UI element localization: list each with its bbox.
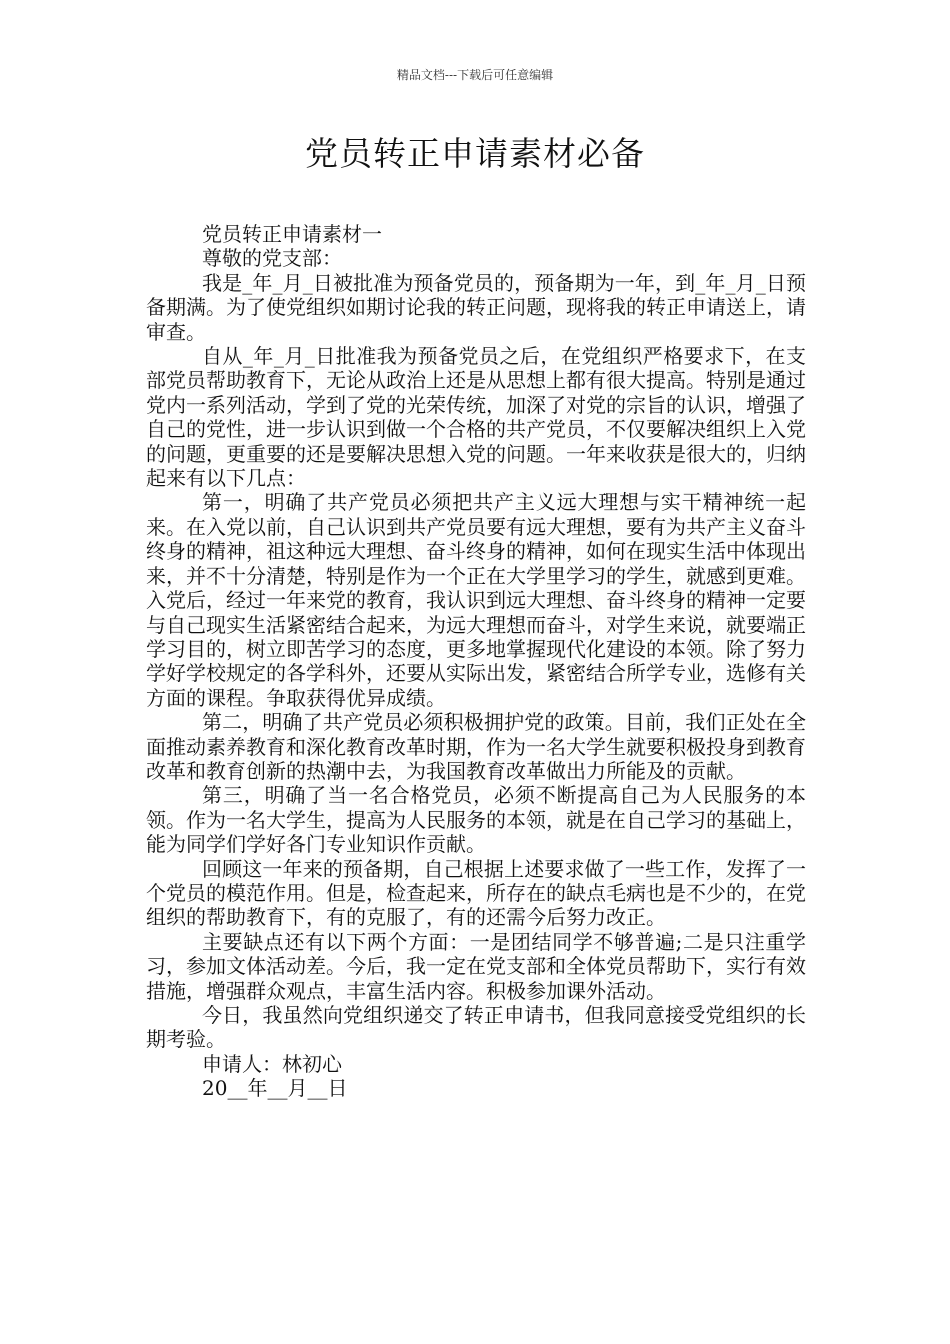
- paragraph-4: 第二，明确了共产党员必须积极拥护党的政策。目前，我们正处在全面推动素养教育和深化教育改革时期，作为一名大学生就要积极投身到教育改革和教育创新的热潮中去，为我国教育改革做出力所能及的贡献。: [146, 710, 806, 783]
- section-subtitle: 党员转正申请素材一: [202, 222, 382, 246]
- document-body: [146, 222, 806, 1101]
- paragraph-3: 第一，明确了共产党员必须把共产主义远大理想与实干精神统一起来。在入党以前，自己认识到共产党员要有远大理想，要有为共产主义奋斗终身的精神，祖这种远大理想、奋斗终身的精神，如何在现实生活中体现出来，并不十分清楚，特别是作为一个正在大学里学习的学生，就感到更难。入党后，经过一年来党的教育，我认识到远大理想、奋斗终身的精神一定要与自己现实生活紧密结合起来，为远大理想而奋斗，对学生来说，就要端正学习目的，树立即苦学习的态度，更多地掌握现代化建设的本领。除了努力学好学校规定的各学科外，还要从实际出发，紧密结合所学专业，选修有关方面的课程。争取获得优异成绩。: [146, 490, 806, 710]
- salutation: 尊敬的党支部：: [202, 246, 342, 271]
- paragraph-5: 第三，明确了当一名合格党员，必须不断提高自己为人民服务的本领。作为一名大学生，提高为人民服务的本领，就是在自己学习的基础上，能为同学们学好各门专业知识作贡献。: [146, 783, 806, 857]
- paragraph-2: 自从_年_月_日批准我为预备党员之后，在党组织严格要求下，在支部党员帮助教育下，无论从政治上还是从思想上都有很大提高。特别是通过党内一系列活动，学到了党的光荣传统，加深了对党的宗旨的认识，增强了自己的党性，进一步认识到做一个合格的共产党员，不仅要解决组织上入党的问题，更重要的还是要解决思想入党的问题。一年来收获是很大的，归纳起来有以下几点：: [146, 344, 806, 491]
- signature-date: 20__年__月__日: [202, 1076, 348, 1101]
- paragraph-6: 回顾这一年来的预备期，自己根据上述要求做了一些工作，发挥了一个党员的模范作用。但是，检查起来，所存在的缺点毛病也是不少的，在党组织的帮助教育下，有的克服了，有的还需今后努力改正。: [146, 856, 806, 930]
- document-title: 党员转正申请素材必备: [305, 134, 645, 173]
- applicant-signature: 申请人：林初心: [202, 1051, 342, 1076]
- header-note: 精品文档---下载后可任意编辑: [396, 68, 554, 82]
- paragraph-7: 主要缺点还有以下两个方面：一是团结同学不够普遍;二是只注重学习，参加文体活动差。今后，我一定在党支部和全体党员帮助下，实行有效措施，增强群众观点，丰富生活内容。积极参加课外活动。: [146, 929, 806, 1003]
- paragraph-8: 今日，我虽然向党组织递交了转正申请书，但我同意接受党组织的长期考验。: [146, 1003, 806, 1052]
- paragraph-1: 我是_年_月_日被批准为预备党员的，预备期为一年，到_年_月_日预备期满。为了使党组织如期讨论我的转正问题，现将我的转正申请送上，请审查。: [146, 270, 806, 344]
